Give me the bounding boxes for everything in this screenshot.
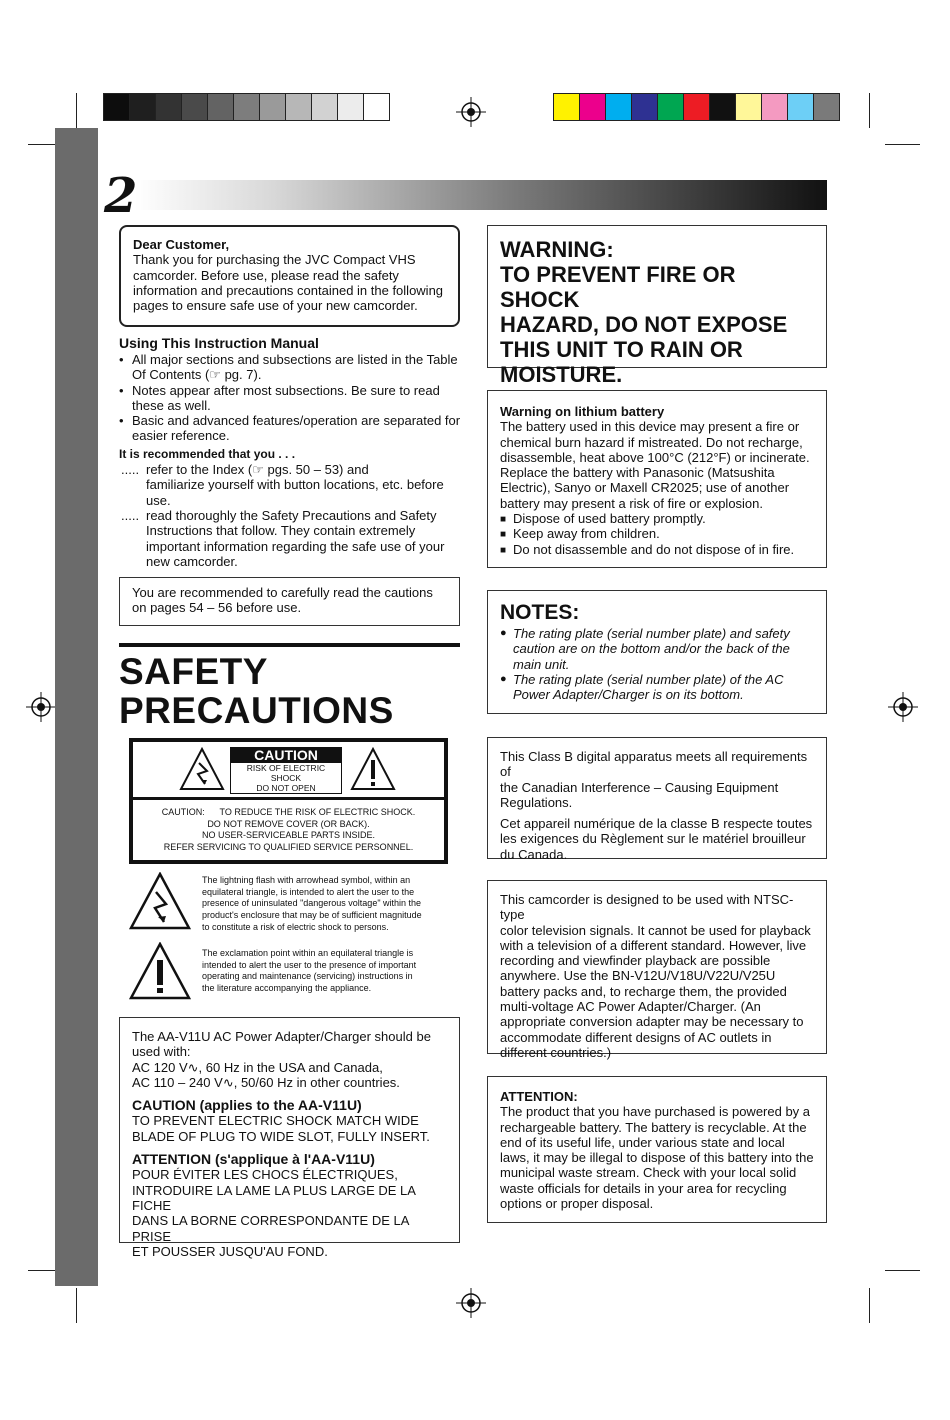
manual-heading: Using This Instruction Manual [119, 335, 319, 351]
gray-swatch [130, 94, 156, 120]
color-swatch [658, 94, 684, 120]
recommended-item: ..... refer to the Index (☞ pgs. 50 – 53) and familiarize yourself with button locations, etc. before use. [119, 462, 464, 508]
crop-mark [76, 93, 77, 128]
text-line: TO PREVENT ELECTRIC SHOCK MATCH WIDE [132, 1113, 419, 1129]
ntsc-box [487, 880, 827, 1060]
text-line: camcorder. Before use, please read the safety [133, 267, 399, 283]
color-swatch [788, 94, 814, 120]
gray-swatch [182, 94, 208, 120]
caution-body-line: DO NOT REMOVE COVER (OR BACK). [207, 818, 370, 829]
text-line: battery packs and, to recharge them, the provided [500, 983, 787, 999]
lightning-warning-icon [179, 747, 225, 791]
exclamation-explanation [202, 948, 446, 995]
note-item: ● The rating plate (serial number plate) and safety caution are on the bottom and/or the back of the main unit. [500, 626, 814, 672]
warning-line: HAZARD, DO NOT EXPOSE [500, 312, 788, 337]
caution-sub-line2: DO NOT OPEN [256, 783, 316, 793]
adapter-caution-heading: CAUTION (applies to the AA-V11U) [132, 1097, 362, 1114]
lithium-box [487, 390, 827, 568]
caution-body-line: NO USER-SERVICEABLE PARTS INSIDE. [201, 830, 376, 840]
manual-section [119, 335, 464, 569]
text-line: used with: [132, 1044, 191, 1060]
gray-swatch [260, 94, 286, 120]
adapter-box [119, 1017, 460, 1259]
text-line: AC 120 V∿, 60 Hz in the USA and Canada, [132, 1059, 383, 1075]
text-line: The exclamation point within an equilateral triangle is [202, 948, 414, 958]
crop-mark [885, 144, 920, 145]
notes-box [487, 590, 827, 714]
text-line: Regulations. [500, 794, 573, 810]
class-b-french [500, 816, 814, 862]
text-line: Replace the battery with Panasonic (Matsushita [500, 465, 775, 481]
color-swatch [606, 94, 632, 120]
text-line: municipal waste stream. Check with your local solid [500, 1165, 797, 1181]
header-gradient-band [135, 180, 827, 210]
warning-line: TO PREVENT FIRE OR SHOCK [500, 262, 736, 312]
registration-mark-icon [888, 692, 918, 722]
caution-label [129, 738, 448, 864]
gray-swatch [156, 94, 182, 120]
text-line: Cet appareil numérique de la classe B respecte toutes [500, 816, 813, 832]
warning-line: WARNING: [500, 237, 614, 262]
recommended-item: ..... read thoroughly the Safety Precautions and Safety Instructions that follow. They contain extremely important information regarding the safe use of your new camcorder. [119, 508, 464, 569]
page-number: 2 [104, 168, 138, 224]
text-line: waste officials for details in your area for recycling [500, 1180, 787, 1196]
gray-swatch [104, 94, 130, 120]
text-line: ET POUSSER JUSQU'AU FOND. [132, 1243, 328, 1259]
text-line: les exigences du Règlement sur le matériel brouilleur [500, 831, 806, 847]
text-line: disassemble, heat above 100°C (212°F) or incinerate. [500, 449, 810, 465]
text-line: different countries.) [500, 1044, 612, 1060]
notes-list [500, 626, 814, 702]
crop-mark [869, 93, 870, 128]
text-line: color television signals. It cannot be used for playback [500, 922, 811, 938]
dear-customer-heading: Dear Customer, [133, 237, 230, 252]
attention-box [487, 1076, 827, 1223]
lithium-bullet: ■ Do not disassemble and do not dispose of in fire. [500, 542, 814, 557]
warning-text [500, 237, 814, 387]
lightning-explanation [202, 875, 446, 934]
text-line: accommodate different designs of AC outlets in [500, 1029, 772, 1045]
text-line: the literature accompanying the appliance. [202, 983, 372, 994]
caution-label-text [230, 747, 342, 794]
caution-sub-line1: RISK OF ELECTRIC SHOCK [246, 763, 326, 783]
text-line: AC 110 – 240 V∿, 50/60 Hz in other countries. [132, 1074, 400, 1090]
cautions-note-box [119, 577, 460, 626]
lithium-bullet: ■ Dispose of used battery promptly. [500, 511, 814, 526]
adapter-attention-heading: ATTENTION (s'applique à l'AA-V11U) [132, 1151, 375, 1168]
note-item: ● The rating plate (serial number plate) of the AC Power Adapter/Charger is on its bottom. [500, 672, 814, 703]
text-line: product's enclosure that may be of sufficient magnitude [202, 910, 422, 921]
text-line: multi-voltage AC Power Adapter/Charger. (An [500, 999, 761, 1015]
text-line: end of its useful life, under various state and local [500, 1134, 785, 1150]
safety-title-line2: PRECAUTIONS [119, 690, 394, 731]
text-line: You are recommended to carefully read the cautions [132, 585, 433, 600]
adapter-text [132, 1029, 447, 1090]
safety-title-rule [119, 643, 460, 647]
text-line: This camcorder is designed to be used with NTSC-type [500, 892, 794, 923]
dear-customer-text [133, 252, 446, 313]
adapter-attention-text [132, 1167, 447, 1259]
text-line: rechargeable battery. The battery is recyclable. At the [500, 1119, 807, 1135]
text-line: anywhere. Use the BN-V12U/V18U/V22U/V25U [500, 968, 776, 984]
text-line: appropriate conversion adapter may be necessary to [500, 1014, 804, 1030]
crop-mark [885, 1270, 920, 1271]
gray-swatch [208, 94, 234, 120]
color-calibration-bar [553, 93, 840, 121]
lithium-text [500, 419, 814, 511]
text-line: du Canada. [500, 846, 568, 862]
gray-swatch [312, 94, 338, 120]
class-b-box [487, 737, 827, 862]
cautions-note-text [132, 585, 447, 616]
text-line: pages to ensure safe use of your new camcorder. [133, 298, 418, 314]
color-swatch [814, 94, 839, 120]
text-line: INTRODUIRE LA LAME LA PLUS LARGE DE LA FICHE [132, 1182, 416, 1213]
notes-heading: NOTES: [500, 601, 580, 624]
manual-bullets [119, 352, 464, 444]
color-swatch [580, 94, 606, 120]
manual-bullet: • Basic and advanced features/operation are separated for easier reference. [119, 413, 464, 444]
color-swatch [632, 94, 658, 120]
text-line: information and precautions contained in the following [133, 282, 444, 298]
text-line: Thank you for purchasing the JVC Compact VHS [133, 252, 416, 268]
exclamation-triangle-icon [129, 942, 191, 1000]
lightning-triangle-icon [129, 872, 191, 930]
class-b-english [500, 749, 814, 810]
color-swatch [762, 94, 788, 120]
gray-swatch [338, 94, 364, 120]
lithium-heading: Warning on lithium battery [500, 404, 665, 419]
text-line: laws, it may be illegal to dispose of this battery into the [500, 1150, 814, 1166]
text-line: chemical burn hazard if mistreated. Do not recharge, [500, 434, 803, 450]
text-line: The battery used in this device may present a fire or [500, 419, 800, 435]
warning-line: THIS UNIT TO RAIN OR [500, 337, 743, 362]
registration-mark-icon [456, 97, 486, 127]
text-line: Electric), Sanyo or Maxell CR2025; use of another [500, 480, 790, 496]
safety-title-line1: SAFETY [119, 651, 268, 692]
caution-label-sub [230, 763, 342, 794]
lithium-bullets [500, 511, 814, 557]
text-line: to constitute a risk of electric shock to persons. [202, 921, 389, 932]
text-line: The product that you have purchased is powered by a [500, 1104, 811, 1120]
text-line: battery may present a risk of fire or explosion. [500, 495, 764, 511]
recommended-heading: It is recommended that you . . . [119, 446, 296, 461]
warning-line: MOISTURE. [500, 362, 623, 387]
safety-title [119, 652, 394, 730]
ntsc-text [500, 892, 814, 1060]
color-swatch [736, 94, 762, 120]
text-line: operating and maintenance (servicing) instructions in [202, 971, 413, 982]
gray-swatch [286, 94, 312, 120]
warning-box [487, 225, 827, 387]
text-line: The lightning flash with arrowhead symbol, within an [202, 875, 411, 885]
attention-text [500, 1104, 814, 1211]
page-spine [55, 128, 98, 1286]
text-line: POUR ÉVITER LES CHOCS ÉLECTRIQUES, [132, 1167, 398, 1183]
text-line: with a television of a different standard. However, live [500, 937, 807, 953]
registration-mark-icon [456, 1288, 486, 1318]
caution-label-body [133, 800, 444, 853]
text-line: intended to alert the user to the presence of important [202, 959, 417, 970]
gray-swatch [234, 94, 260, 120]
lithium-bullet: ■ Keep away from children. [500, 526, 814, 541]
color-swatch [710, 94, 736, 120]
text-line: The AA-V11U AC Power Adapter/Charger should be [132, 1029, 431, 1044]
color-swatch [684, 94, 710, 120]
caution-body-line: CAUTION: TO REDUCE THE RISK OF ELECTRIC SHOCK. [161, 807, 416, 817]
crop-mark [76, 1288, 77, 1323]
dear-customer-box [119, 225, 460, 327]
color-swatch [554, 94, 580, 120]
text-line: on pages 54 – 56 before use. [132, 600, 302, 616]
attention-heading: ATTENTION: [500, 1089, 578, 1104]
manual-bullet: • Notes appear after most subsections. Be sure to read these as well. [119, 383, 464, 414]
text-line: DANS LA BORNE CORRESPONDANTE DE LA PRISE [132, 1213, 409, 1244]
adapter-caution-text [132, 1113, 447, 1144]
grayscale-calibration-bar [103, 93, 390, 121]
caution-label-head: CAUTION [230, 747, 342, 763]
text-line: BLADE OF PLUG TO WIDE SLOT, FULLY INSERT. [132, 1128, 430, 1144]
recommended-list [119, 462, 464, 569]
crop-mark [869, 1288, 870, 1323]
text-line: the Canadian Interference – Causing Equipment [500, 779, 779, 795]
exclamation-warning-icon [350, 747, 396, 791]
text-line: options or proper disposal. [500, 1196, 654, 1212]
text-line: presence of uninsulated "dangerous voltage" within the [202, 898, 422, 909]
registration-mark-icon [26, 692, 56, 722]
text-line: recording and viewfinder playback are possible [500, 953, 771, 969]
text-line: This Class B digital apparatus meets all requirements of [500, 749, 808, 780]
text-line: equilateral triangle, is intended to alert the user to the [202, 886, 415, 897]
caution-body-line: REFER SERVICING TO QUALIFIED SERVICE PERSONNEL. [163, 841, 414, 852]
manual-bullet: • All major sections and subsections are listed in the Table Of Contents (☞ pg. 7). [119, 352, 464, 383]
gray-swatch [364, 94, 389, 120]
